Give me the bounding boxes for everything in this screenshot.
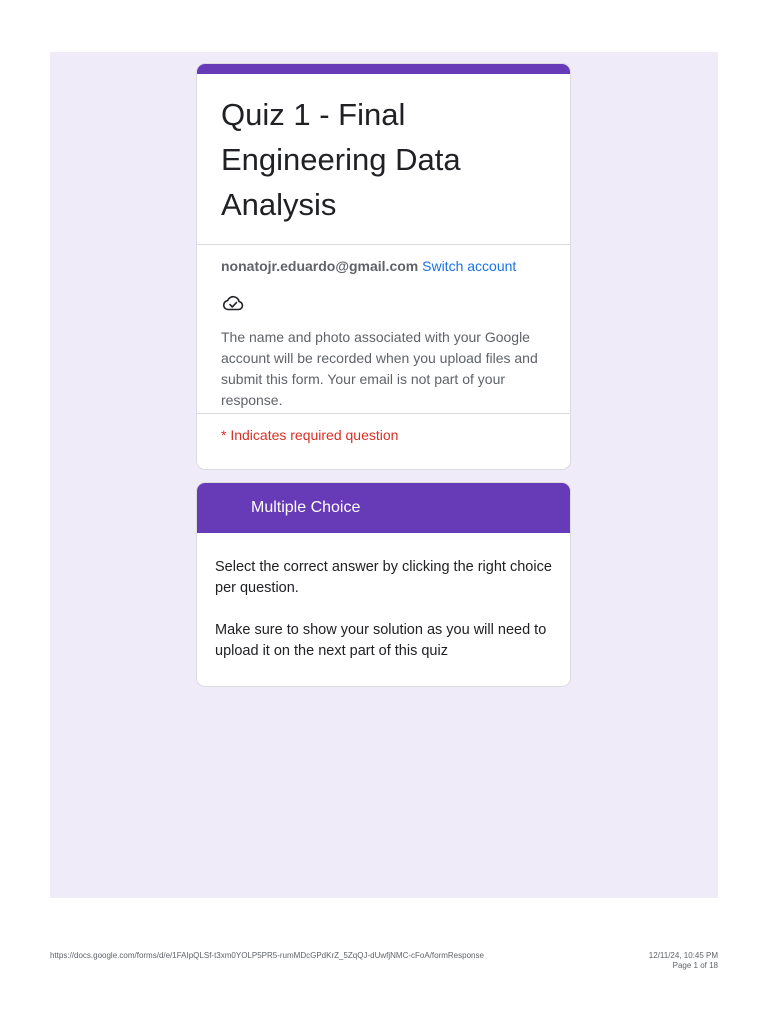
title-accent-bar: [197, 64, 570, 74]
footer-timestamp: 12/11/24, 10:45 PM: [648, 951, 718, 960]
form-title: Quiz 1 - Final Engineering Data Analysis: [221, 97, 461, 222]
cloud-check-icon: [221, 291, 245, 315]
footer-page-number: Page 1 of 18: [672, 961, 718, 970]
form-title-card: [197, 64, 570, 469]
section-description: [197, 533, 570, 662]
privacy-notice: The name and photo associated with your Google account will be recorded when you upload files and submit this form. Your email is not part of your response.: [221, 329, 538, 408]
required-indicator: * Indicates required question: [221, 427, 399, 443]
section-paragraph-1: Select the correct answer by clicking the right choice per question.: [215, 559, 552, 596]
footer-meta: [649, 951, 718, 971]
section-card-multiple-choice: [197, 483, 570, 686]
section-paragraph-2: Make sure to show your solution as you will need to upload it on the next part of this quiz: [215, 622, 547, 659]
section-header: Multiple Choice: [197, 483, 570, 533]
footer-url: https://docs.google.com/forms/d/e/1FAIpQLSf-t3xm0YOLP5PR5-rumMDcGPdKrZ_5ZqQJ-dUwfjNMC-cFoA/formResponse: [50, 951, 484, 960]
account-email: nonatojr.eduardo@gmail.com: [221, 258, 419, 274]
switch-account-link[interactable]: Switch account: [422, 258, 517, 274]
account-row: [197, 245, 570, 287]
